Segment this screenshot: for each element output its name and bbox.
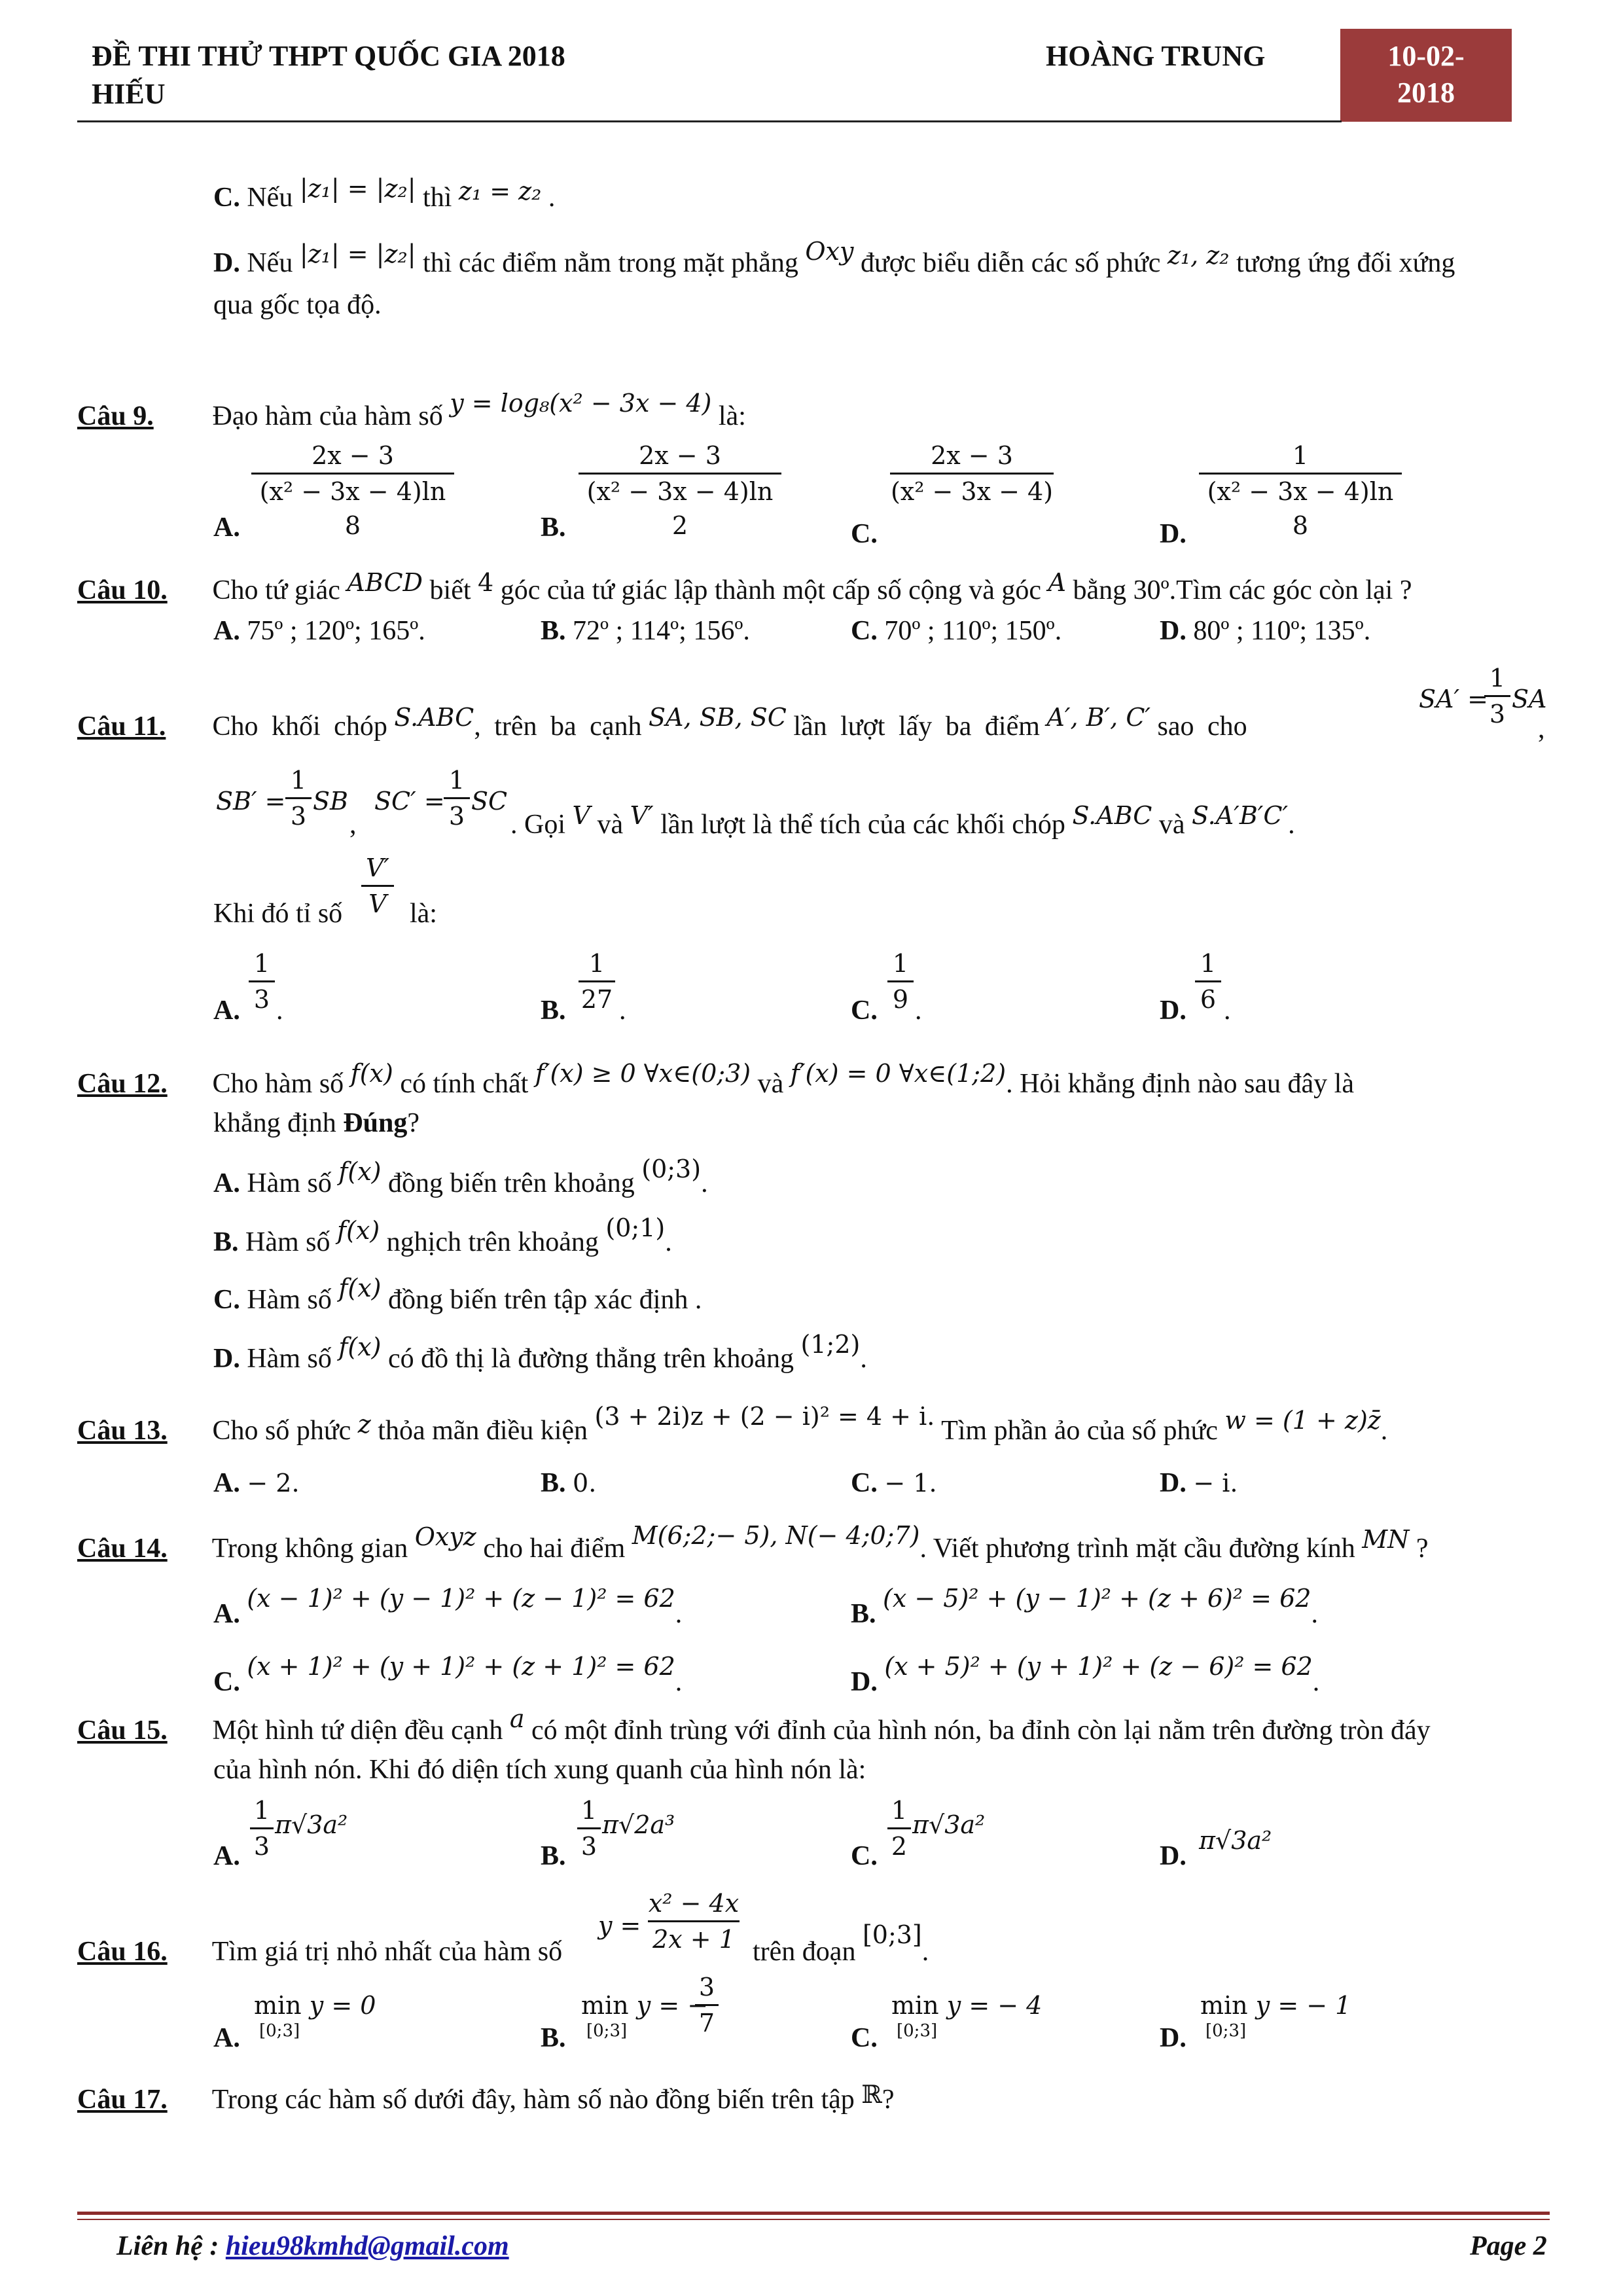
q15-option-a-fraction: 1 3 (250, 1793, 274, 1863)
q15-option-b-fraction: 1 3 (577, 1793, 601, 1863)
footer-email-link[interactable]: hieu98kmhd@gmail.com (225, 2231, 509, 2261)
q12-stem-line2: khẳng định Đúng? (213, 1108, 420, 1138)
q11-comma-2: , (349, 810, 357, 840)
q11-option-d-label: D. (1160, 996, 1186, 1026)
q8-option-d-line2: qua gốc tọa độ. (213, 290, 382, 320)
q8-option-c: C. Nếu |z₁| = |z₂| thì z₁ = z₂ . (213, 174, 556, 213)
q11-sb-fraction: 1 3 (285, 763, 312, 833)
q16-option-b-fraction: 3 7 (695, 1970, 719, 2040)
q16-option-b-sub: [0;3] (586, 2021, 628, 2041)
q16-option-b-expr: min y = − (581, 1991, 709, 2020)
q15-option-c-fraction: 1 2 (887, 1793, 911, 1863)
q11-option-d-fraction: 1 6 (1195, 946, 1221, 1016)
footer-contact-label: Liên hệ : (116, 2231, 219, 2261)
q11-stem-line1: Câu 11. Cho khối chóp S.ABC, trên ba cạnh SA, SB, SC lần lượt lấy ba điểm A′, B′, C′ sao cho (77, 703, 1247, 742)
q16-option-d-sub: [0;3] (1205, 2021, 1247, 2041)
header-title-line1: ĐỀ THI THỬ THPT QUỐC GIA 2018 (92, 40, 565, 72)
q11-sa-prime: SA′ = (1419, 685, 1489, 713)
header-rule (77, 120, 1342, 122)
q11-option-c-dot: . (915, 996, 922, 1026)
q15-option-c-expr: π√3a² (912, 1810, 986, 1839)
header-date-box (1340, 29, 1512, 122)
header-date-line1: 10-02- (1387, 40, 1465, 72)
q11-option-c-label: C. (851, 996, 878, 1026)
q11-ratio-la: là: (410, 899, 437, 929)
q14-option-b: B. (x − 5)² + (y − 1)² + (z + 6)² = 62. (851, 1584, 1318, 1629)
q13-option-c: C. − 1. (851, 1468, 937, 1498)
q11-option-d-dot: . (1224, 996, 1231, 1026)
q9-option-a-fraction: 2x − 3 (x² − 3x − 4)ln 8 (251, 439, 454, 543)
q12-option-d: D. Hàm số f(x) có đồ thị là đường thẳng trên khoảng (1;2). (213, 1330, 867, 1374)
q12-option-b: B. Hàm số f(x) nghịch trên khoảng (0;1). (213, 1213, 672, 1257)
footer-page-number: Page 2 (1470, 2231, 1547, 2261)
q12-option-c: C. Hàm số f(x) đồng biến trên tập xác định . (213, 1274, 702, 1315)
q14-option-c: C. (x + 1)² + (y + 1)² + (z + 1)² = 62. (213, 1652, 683, 1697)
q9-option-a-label: A. (213, 512, 240, 543)
q15-option-b-expr: π√2a³ (602, 1810, 675, 1839)
q11-option-b-fraction: 1 27 (579, 946, 615, 1016)
q11-option-a-dot: . (276, 996, 283, 1026)
q11-stem-line2: . Gọi V và V′ lần lượt là thể tích của các khối chóp S.ABC và S.A′B′C′. (510, 801, 1295, 840)
q16-option-c-sub: [0;3] (897, 2021, 938, 2041)
q9-option-c-fraction: 2x − 3 (x² − 3x − 4) (890, 441, 1054, 506)
q15-stem-line2: của hình nón. Khi đó diện tích xung quanh của hình nón là: (213, 1755, 866, 1785)
q10-option-b: B. 72º ; 114º; 156º. (541, 616, 750, 646)
q12-stem-line1: Câu 12. Cho hàm số f(x) có tính chất f′(x) ≥ 0 ∀x∈(0;3) và f′(x) = 0 ∀x∈(1;2). Hỏi khẳng định nào sau đây là (77, 1059, 1354, 1099)
q14-stem: Câu 14. Trong không gian Oxyz cho hai điểm M(6;2;− 5), N(− 4;0;7). Viết phương trình mặt cầu đường kính MN ? (77, 1521, 1429, 1564)
q10-stem: Câu 10. Cho tứ giác ABCD biết 4 góc của tứ giác lập thành một cấp số cộng và góc A bằng 30º.Tìm các góc còn lại ? (77, 568, 1412, 605)
q15-option-d-expr: π√3a² (1199, 1826, 1272, 1855)
q16-option-c-label: C. (851, 2023, 878, 2053)
q14-option-d: D. (x + 5)² + (y + 1)² + (z − 6)² = 62. (851, 1652, 1320, 1697)
q11-sa: SA (1512, 685, 1547, 713)
q11-sc-fraction: 1 3 (444, 763, 470, 833)
q11-comma: , (1538, 714, 1545, 744)
header-author: HOÀNG TRUNG (1046, 40, 1266, 72)
q11-option-a-label: A. (213, 996, 240, 1026)
q11-sa-fraction: 1 3 (1484, 661, 1510, 731)
q11-sc-prime: SC′ = (374, 787, 445, 816)
q16-function-fraction: x² − 4x 2x + 1 (648, 1889, 740, 1954)
q13-option-b: B. 0. (541, 1468, 597, 1498)
q15-option-d-label: D. (1160, 1841, 1186, 1871)
q9-option-d-label: D. (1160, 519, 1186, 549)
q11-option-c-fraction: 1 9 (887, 946, 914, 1016)
header-date-line2: 2018 (1397, 77, 1455, 109)
q9-stem: Câu 9. Đạo hàm của hàm số y = log₈(x² − 3x − 4) là: (77, 389, 746, 431)
q9-option-b-label: B. (541, 512, 566, 543)
header-title-line2: HIẾU (92, 78, 166, 110)
q9-option-c-label: C. (851, 519, 878, 549)
q14-option-a: A. (x − 1)² + (y − 1)² + (z − 1)² = 62. (213, 1584, 683, 1629)
q15-option-a-label: A. (213, 1841, 240, 1871)
footer-contact (116, 2231, 509, 2262)
q15-option-a-expr: π√3a² (275, 1810, 348, 1839)
q15-stem-line1: Câu 15. Một hình tứ diện đều cạnh a có một đỉnh trùng với đỉnh của hình nón, ba đỉnh còn lại nằm trên đường tròn đáy (77, 1704, 1431, 1746)
q11-option-b-label: B. (541, 996, 566, 1026)
q16-option-c-expr: min y = − 4 (891, 1991, 1043, 2020)
q11-sb-prime: SB′ = (216, 787, 286, 816)
q16-option-a-sub: [0;3] (259, 2021, 300, 2041)
q11-sc: SC (471, 787, 508, 816)
q16-option-b-label: B. (541, 2023, 566, 2053)
q8-option-d: D. Nếu |z₁| = |z₂| thì các điểm nằm trong mặt phẳng Oxy được biểu diễn các số phức z₁, z₂ tương ứng đối xứng (213, 237, 1455, 278)
q16-option-a-expr: min y = 0 (254, 1991, 376, 2020)
q9-option-d-fraction: 1 (x² − 3x − 4)ln 8 (1199, 439, 1402, 543)
q10-option-a: A. 75º ; 120º; 165º. (213, 616, 425, 646)
q15-option-c-label: C. (851, 1841, 878, 1871)
q16-stem: Câu 16. Tìm giá trị nhỏ nhất của hàm số (77, 1937, 563, 1967)
q16-stem-tail: trên đoạn [0;3]. (753, 1920, 929, 1967)
q16-option-a-label: A. (213, 2023, 240, 2053)
q16-option-d-expr: min y = − 1 (1200, 1991, 1351, 2020)
q17-stem: Câu 17. Trong các hàm số dưới đây, hàm số nào đồng biến trên tập ℝ? (77, 2080, 895, 2115)
q11-option-a-fraction: 1 3 (249, 946, 275, 1016)
q11-ratio-fraction: V′ V (361, 851, 394, 921)
q9-option-b-fraction: 2x − 3 (x² − 3x − 4)ln 2 (579, 439, 781, 543)
q13-option-d: D. − i. (1160, 1468, 1238, 1498)
q11-ratio-text: Khi đó tỉ số (213, 899, 343, 929)
q11-option-b-dot: . (619, 996, 626, 1026)
q10-option-d: D. 80º ; 110º; 135º. (1160, 616, 1371, 646)
q13-stem: Câu 13. Cho số phức z thỏa mãn điều kiện (3 + 2i)z + (2 − i)² = 4 + i. Tìm phần ảo của số phức w = (1 + z)z̄. (77, 1402, 1388, 1446)
footer-rule-thick (77, 2212, 1550, 2215)
q11-sb: SB (313, 787, 348, 816)
q15-option-b-label: B. (541, 1841, 566, 1871)
q13-option-a: A. − 2. (213, 1468, 300, 1498)
footer-rule-thin (77, 2219, 1550, 2220)
q16-y-equals: y = (598, 1911, 641, 1940)
q16-option-d-label: D. (1160, 2023, 1186, 2053)
q12-option-a: A. Hàm số f(x) đồng biến trên khoảng (0;3). (213, 1155, 708, 1198)
q10-option-c: C. 70º ; 110º; 150º. (851, 616, 1062, 646)
